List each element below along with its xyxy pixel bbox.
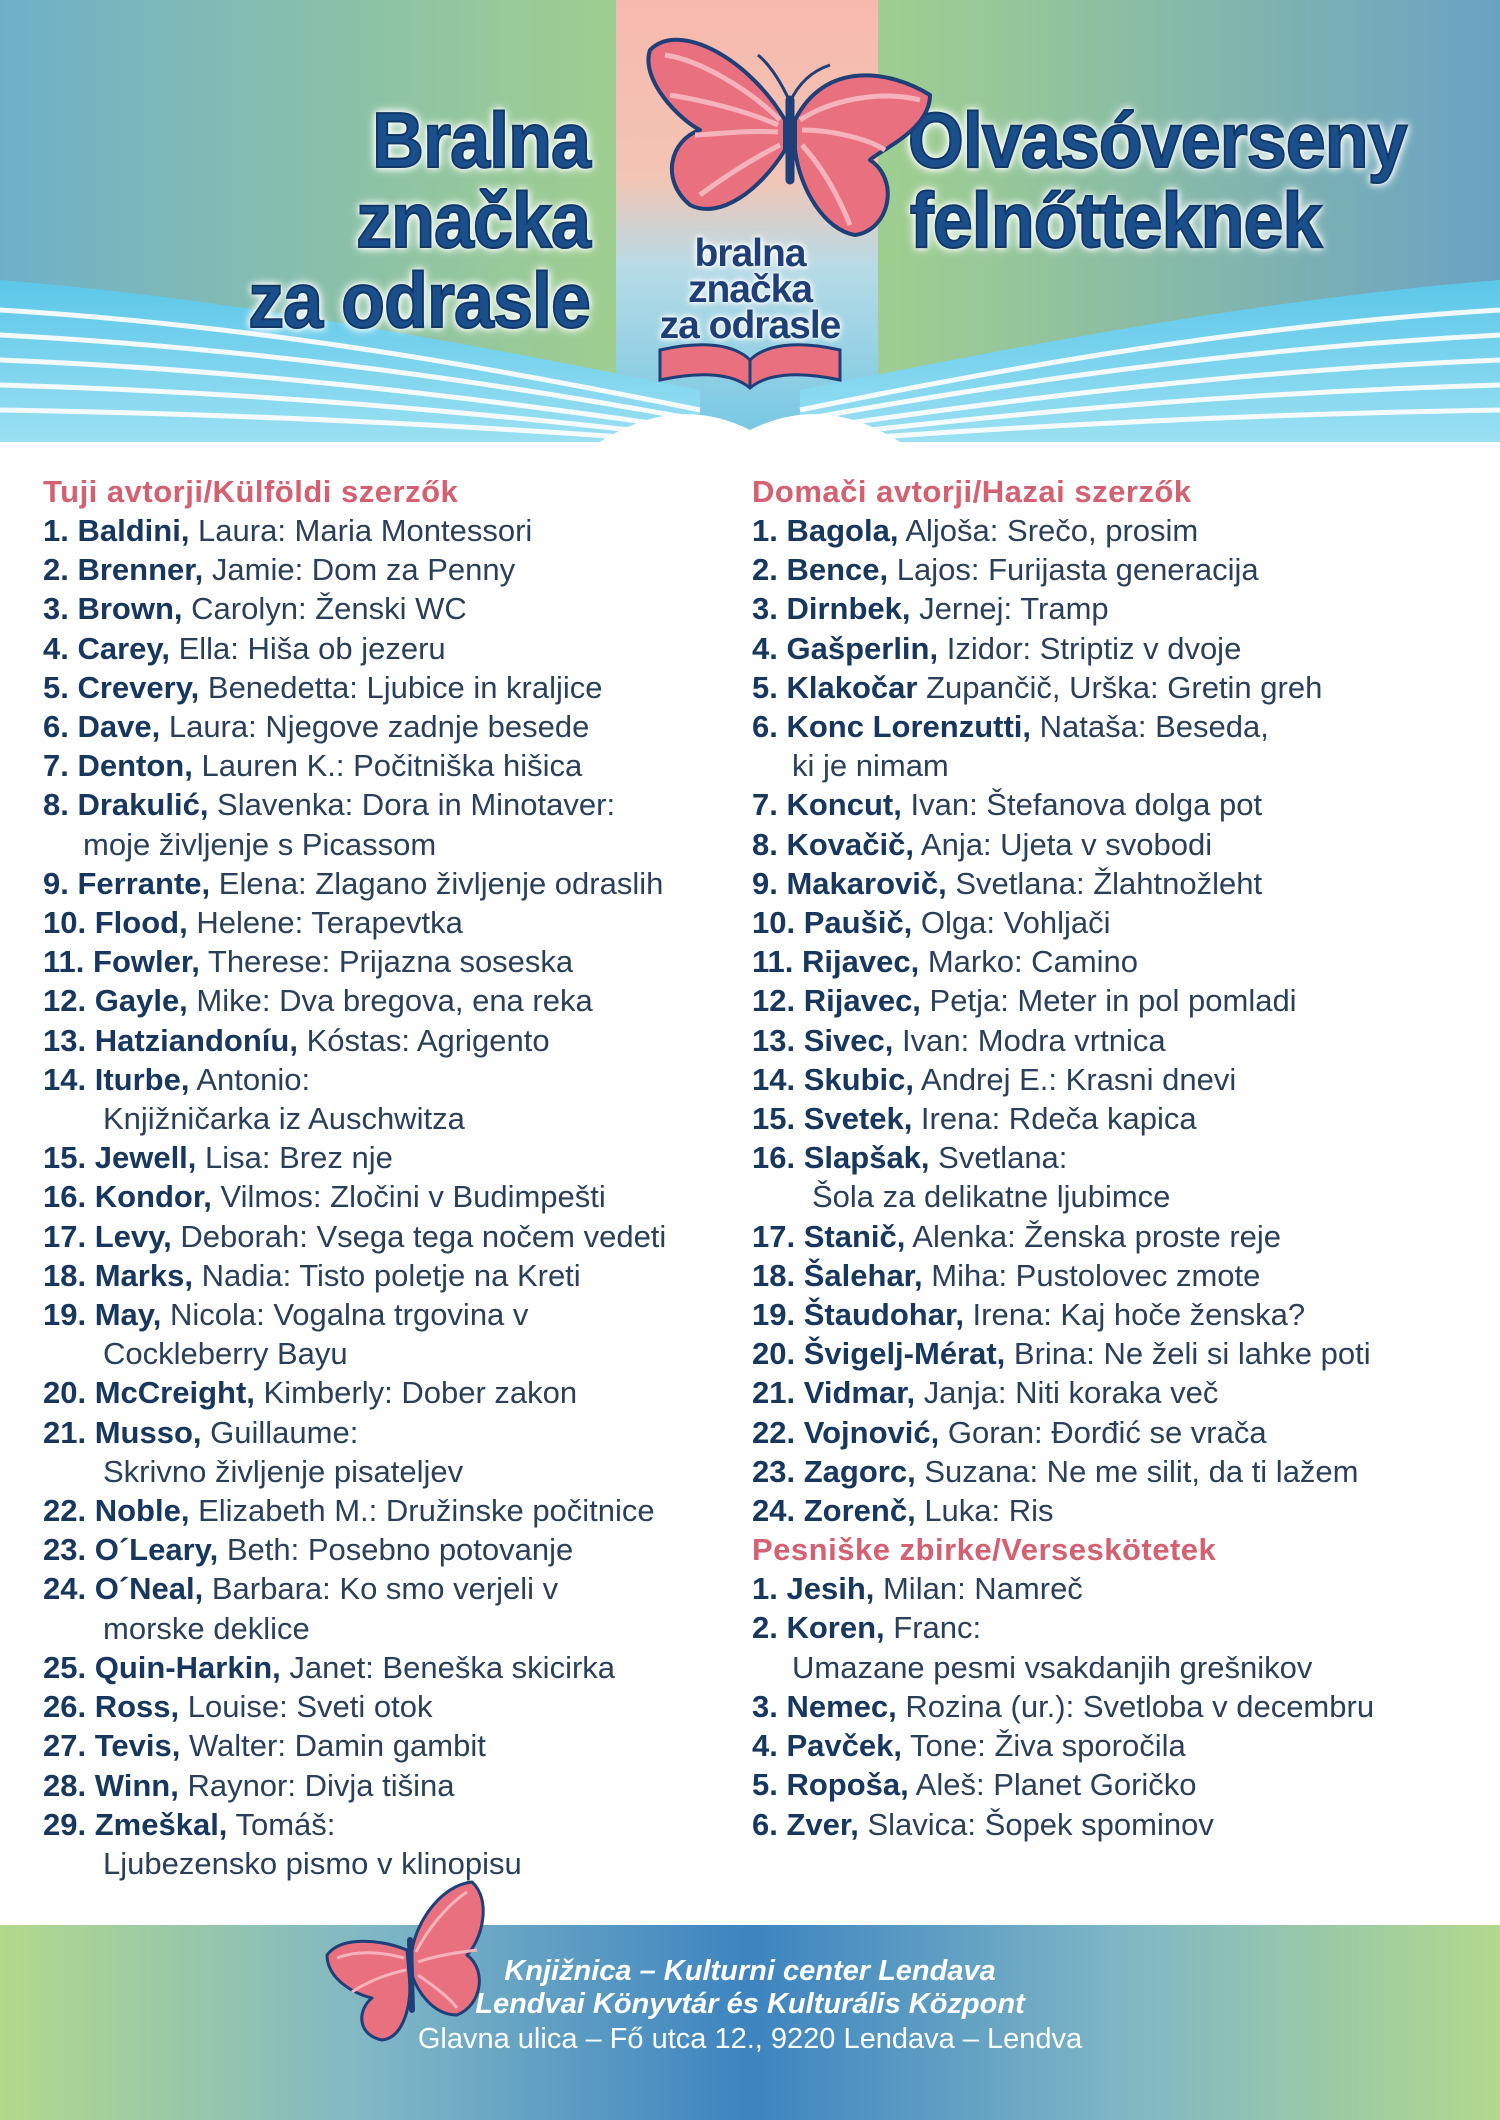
- author-surname: Koren,: [786, 1610, 885, 1646]
- list-item: [752, 1334, 1492, 1373]
- author-surname: O´Leary,: [94, 1532, 219, 1568]
- item-number: 22.: [43, 1493, 87, 1529]
- item-number: 27.: [43, 1728, 87, 1764]
- list-item: [752, 1138, 1492, 1216]
- list-item: [43, 1805, 743, 1883]
- title-slovenian-line2: za odrasle: [248, 256, 590, 344]
- list-item: [752, 1413, 1492, 1452]
- title-slovenian: [148, 96, 590, 344]
- author-and-title: Tomáš:: [227, 1806, 336, 1842]
- author-and-title: Alenka: Ženska proste reje: [905, 1218, 1282, 1254]
- item-number: 24.: [43, 1571, 87, 1607]
- item-number: 1.: [43, 513, 69, 548]
- author-surname: Brenner,: [77, 552, 204, 588]
- list-item: [752, 1452, 1492, 1491]
- author-surname: Zagorc,: [803, 1453, 916, 1489]
- title-hungarian: [908, 96, 1407, 264]
- author-and-title: Ivan: Modra vrtnica: [893, 1022, 1166, 1058]
- list-item: [43, 942, 743, 981]
- author-surname: Zorenč,: [803, 1493, 916, 1529]
- title-continuation: Ljubezensko pismo v klinopisu: [103, 1845, 522, 1881]
- title-hungarian-line2: felnőtteknek: [909, 176, 1322, 264]
- author-and-title: Deborah: Vsega tega nočem vedeti: [171, 1218, 667, 1254]
- author-surname: Rijavec,: [803, 983, 921, 1019]
- list-item: [752, 981, 1492, 1020]
- author-surname: Levy,: [94, 1218, 172, 1254]
- author-and-title: Irena: Kaj hoče ženska?: [963, 1297, 1306, 1333]
- item-number: 5.: [43, 669, 69, 705]
- item-number: 6.: [752, 709, 778, 745]
- author-and-title: Slavica: Šopek spominov: [858, 1806, 1214, 1842]
- item-number: 17.: [752, 1218, 796, 1254]
- item-number: 16.: [752, 1140, 796, 1176]
- author-and-title: Nataša: Beseda,: [1031, 709, 1269, 745]
- item-number: 29.: [43, 1806, 87, 1842]
- author-and-title: Janet: Beneška skicirka: [280, 1649, 616, 1685]
- list-item: [43, 785, 743, 863]
- item-number: 7.: [43, 748, 69, 784]
- author-surname: Quin-Harkin,: [94, 1649, 281, 1685]
- item-number: 21.: [752, 1375, 796, 1411]
- item-number: 23.: [43, 1532, 87, 1568]
- title-continuation: ki je nimam: [792, 748, 949, 784]
- author-and-title: Olga: Vohljači: [912, 905, 1111, 941]
- author-and-title: Goran: Đorđić se vrača: [939, 1414, 1267, 1450]
- list-item: [43, 1687, 743, 1726]
- author-and-title: Vilmos: Zločini v Budimpešti: [211, 1179, 606, 1215]
- author-surname: Skubic,: [803, 1061, 914, 1097]
- poetry-list: [752, 1569, 1492, 1843]
- list-item: [752, 511, 1492, 550]
- author-surname: Rijavec,: [802, 944, 920, 980]
- item-number: 18.: [752, 1257, 796, 1293]
- list-item: [752, 589, 1492, 628]
- list-item: [43, 903, 743, 942]
- item-number: 4.: [43, 630, 69, 666]
- author-surname: McCreight,: [94, 1375, 255, 1411]
- item-number: 14.: [752, 1061, 796, 1097]
- item-number: 20.: [752, 1336, 796, 1372]
- list-item: [43, 1256, 743, 1295]
- author-surname: Vojnović,: [803, 1414, 940, 1450]
- item-number: 8.: [752, 826, 778, 862]
- item-number: 3.: [752, 591, 778, 627]
- author-and-title: Svetlana: Žlahtnožleht: [946, 865, 1263, 901]
- author-and-title: Carolyn: Ženski WC: [182, 591, 467, 627]
- list-item: [752, 864, 1492, 903]
- list-item: [43, 1295, 743, 1373]
- title-hungarian-line1: Olvasóverseny: [908, 96, 1407, 184]
- footer-address: [300, 1955, 1200, 2057]
- item-number: 5.: [752, 669, 778, 705]
- list-item: [752, 1295, 1492, 1334]
- list-item: [752, 1373, 1492, 1412]
- author-surname: Marks,: [94, 1257, 193, 1293]
- author-and-title: Brina: Ne želi si lahke poti: [1005, 1336, 1371, 1372]
- author-and-title: Mike: Dva bregova, ena reka: [187, 983, 593, 1019]
- list-item: [752, 1217, 1492, 1256]
- list-item: [43, 1060, 743, 1138]
- author-surname: Svetek,: [803, 1101, 913, 1137]
- footer-library-name-hu: Lendvai Könyvtár és Kulturális Központ: [475, 1988, 1025, 2020]
- list-item: [752, 903, 1492, 942]
- author-surname: Švigelj-Mérat,: [803, 1336, 1006, 1372]
- author-and-title: Marko: Camino: [919, 944, 1139, 980]
- item-number: 20.: [43, 1375, 87, 1411]
- item-number: 8.: [43, 787, 69, 823]
- item-number: 13.: [43, 1022, 87, 1058]
- author-surname: Ropoša,: [786, 1767, 909, 1803]
- logo-line1: bralna: [694, 232, 806, 275]
- item-number: 26.: [43, 1689, 87, 1725]
- list-item: [752, 1608, 1492, 1686]
- item-number: 15.: [752, 1101, 796, 1137]
- foreign-authors-list: [43, 511, 743, 1883]
- author-surname: Kondor,: [94, 1179, 212, 1215]
- author-and-title: Irena: Rdeča kapica: [912, 1101, 1197, 1137]
- author-and-title: Aljoša: Srečo, prosim: [898, 513, 1199, 548]
- title-continuation: Skrivno življenje pisateljev: [103, 1453, 464, 1489]
- author-surname: Gašperlin,: [786, 630, 939, 666]
- author-and-title: Antonio:: [189, 1061, 311, 1097]
- author-and-title: Rozina (ur.): Svetloba v decembru: [896, 1688, 1375, 1724]
- item-number: 12.: [752, 983, 796, 1019]
- list-item: [752, 1805, 1492, 1844]
- item-number: 1.: [752, 1571, 778, 1607]
- list-item: [752, 1687, 1492, 1726]
- author-surname: Dirnbek,: [786, 591, 911, 627]
- author-and-title: Izidor: Striptiz v dvoje: [938, 630, 1242, 666]
- author-surname: Fowler,: [93, 944, 200, 980]
- item-number: 1.: [752, 513, 778, 548]
- domestic-authors-list: [752, 511, 1492, 1530]
- author-and-title: Nadia: Tisto poletje na Kreti: [192, 1257, 581, 1293]
- list-item: [43, 1021, 743, 1060]
- author-and-title: Aleš: Planet Goričko: [908, 1767, 1197, 1803]
- list-item: [752, 668, 1492, 707]
- list-item: [43, 707, 743, 746]
- author-and-title: Laura: Maria Montessori: [189, 513, 533, 548]
- author-and-title: Petja: Meter in pol pomladi: [920, 983, 1297, 1019]
- author-surname: Paušič,: [803, 905, 913, 941]
- author-surname: Carey,: [77, 630, 170, 666]
- title-continuation: Cockleberry Bayu: [103, 1336, 348, 1372]
- list-item: [752, 1099, 1492, 1138]
- author-surname: Sivec,: [803, 1022, 894, 1058]
- author-and-title: Benedetta: Ljubice in kraljice: [199, 669, 603, 705]
- logo-line2: značka: [687, 268, 813, 311]
- author-surname: Jewell,: [94, 1140, 197, 1176]
- author-and-title: Elena: Zlagano življenje odraslih: [210, 865, 664, 901]
- list-item: [43, 746, 743, 785]
- header-banner: [0, 0, 1500, 442]
- title-continuation: Knjižničarka iz Auschwitza: [103, 1101, 465, 1137]
- item-number: 11.: [43, 944, 85, 980]
- author-surname: May,: [94, 1297, 162, 1333]
- list-item: [752, 1491, 1492, 1530]
- item-number: 5.: [752, 1767, 778, 1803]
- foreign-authors-column: [43, 472, 743, 1883]
- author-and-title: Kóstas: Agrigento: [297, 1022, 550, 1058]
- item-number: 9.: [43, 865, 69, 901]
- author-surname: Vidmar,: [803, 1375, 916, 1411]
- item-number: 7.: [752, 787, 778, 823]
- item-number: 4.: [752, 630, 778, 666]
- author-and-title: Janja: Niti koraka več: [915, 1375, 1219, 1411]
- author-surname: Koncut,: [786, 787, 902, 823]
- author-surname: Tevis,: [94, 1728, 181, 1764]
- author-and-title: Lajos: Furijasta generacija: [888, 552, 1259, 588]
- item-number: 15.: [43, 1140, 87, 1176]
- list-item: [752, 1765, 1492, 1804]
- list-item: [43, 629, 743, 668]
- author-and-title: Louise: Sveti otok: [179, 1689, 433, 1725]
- author-surname: Bence,: [786, 552, 889, 588]
- author-surname: Baldini,: [77, 513, 190, 548]
- footer-library-name-sl: Knjižnica – Kulturni center Lendava: [504, 1955, 996, 1987]
- author-surname: Ferrante,: [77, 865, 211, 901]
- item-number: 16.: [43, 1179, 87, 1215]
- author-and-title: Suzana: Ne me silit, da ti lažem: [915, 1453, 1359, 1489]
- item-number: 21.: [43, 1414, 87, 1450]
- author-surname: Makarovič,: [786, 865, 947, 901]
- author-and-title: Ella: Hiša ob jezeru: [169, 630, 446, 666]
- item-number: 2.: [752, 552, 778, 588]
- item-number: 19.: [752, 1297, 796, 1333]
- item-number: 6.: [43, 709, 69, 745]
- author-and-title: Helene: Terapevtka: [187, 905, 463, 941]
- author-and-title: Tone: Živa sporočila: [901, 1728, 1186, 1764]
- list-item: [43, 1491, 743, 1530]
- item-number: 22.: [752, 1414, 796, 1450]
- author-and-title: Raynor: Divja tišina: [178, 1767, 455, 1803]
- author-surname: Zver,: [786, 1806, 859, 1842]
- item-number: 9.: [752, 865, 778, 901]
- author-and-title: Svetlana:: [929, 1140, 1068, 1176]
- author-surname: Štaudohar,: [803, 1297, 964, 1333]
- author-surname: Noble,: [94, 1493, 190, 1529]
- list-item: [43, 589, 743, 628]
- author-surname: Ross,: [94, 1689, 180, 1725]
- author-and-title: Andrej E.: Krasni dnevi: [914, 1061, 1237, 1097]
- author-surname: Gayle,: [94, 983, 188, 1019]
- author-and-title: Lisa: Brez nje: [196, 1140, 393, 1176]
- author-and-title: Miha: Pustolovec zmote: [922, 1257, 1261, 1293]
- list-item: [752, 825, 1492, 864]
- author-and-title: Zupančič, Urška: Gretin greh: [917, 669, 1323, 705]
- list-item: [43, 1177, 743, 1216]
- author-surname: Drakulić,: [77, 787, 209, 823]
- list-item: [752, 942, 1492, 981]
- author-surname: Iturbe,: [94, 1061, 190, 1097]
- title-slovenian-line1: Bralna značka: [356, 96, 590, 264]
- list-item: [43, 1648, 743, 1687]
- author-and-title: Milan: Namreč: [874, 1571, 1083, 1607]
- item-number: 24.: [752, 1493, 796, 1529]
- author-surname: Pavček,: [786, 1728, 902, 1764]
- list-item: [752, 1726, 1492, 1765]
- list-item: [43, 1766, 743, 1805]
- list-item: [43, 1138, 743, 1177]
- list-item: [43, 1530, 743, 1569]
- poetry-heading: Pesniške zbirke/Verseskötetek: [752, 1532, 1217, 1568]
- author-surname: Hatziandoníu,: [94, 1022, 298, 1058]
- author-and-title: Barbara: Ko smo verjeli v: [203, 1571, 559, 1607]
- list-item: [752, 1060, 1492, 1099]
- item-number: 17.: [43, 1218, 87, 1254]
- list-item: [752, 707, 1492, 785]
- logo-wordmark: [630, 232, 870, 347]
- foreign-authors-heading: Tuji avtorji/Külföldi szerzők: [43, 474, 459, 509]
- item-number: 10.: [43, 905, 87, 941]
- item-number: 23.: [752, 1453, 796, 1489]
- item-number: 2.: [43, 552, 69, 588]
- list-item: [752, 550, 1492, 589]
- list-item: [752, 1021, 1492, 1060]
- author-surname: O´Neal,: [94, 1571, 204, 1607]
- author-surname: Jesih,: [786, 1571, 875, 1607]
- author-and-title: Nicola: Vogalna trgovina v: [161, 1297, 529, 1333]
- item-number: 18.: [43, 1257, 87, 1293]
- author-and-title: Beth: Posebno potovanje: [218, 1532, 574, 1568]
- title-continuation: Umazane pesmi vsakdanjih grešnikov: [792, 1649, 1313, 1685]
- item-number: 25.: [43, 1649, 87, 1685]
- item-number: 10.: [752, 905, 796, 941]
- domestic-authors-column: [752, 472, 1492, 1844]
- author-surname: Winn,: [94, 1767, 179, 1803]
- list-item: [43, 981, 743, 1020]
- author-and-title: Slavenka: Dora in Minotaver:: [208, 787, 616, 823]
- author-surname: Zmeškal,: [94, 1806, 228, 1842]
- author-surname: Nemec,: [786, 1688, 897, 1724]
- author-and-title: Laura: Njegove zadnje besede: [160, 709, 590, 745]
- list-item: [43, 1217, 743, 1256]
- author-surname: Šalehar,: [803, 1257, 923, 1293]
- author-surname: Klakočar: [786, 669, 918, 705]
- author-surname: Slapšak,: [803, 1140, 930, 1176]
- item-number: 6.: [752, 1806, 778, 1842]
- list-item: [43, 1726, 743, 1765]
- title-continuation: moje življenje s Picassom: [83, 826, 437, 862]
- author-surname: Crevery,: [77, 669, 200, 705]
- list-item: [43, 1373, 743, 1412]
- author-and-title: Jamie: Dom za Penny: [203, 552, 516, 588]
- item-number: 12.: [43, 983, 87, 1019]
- list-item: [752, 785, 1492, 824]
- item-number: 2.: [752, 1610, 778, 1646]
- item-number: 4.: [752, 1728, 778, 1764]
- title-continuation: Šola za delikatne ljubimce: [812, 1179, 1171, 1215]
- author-and-title: Guillaume:: [201, 1414, 359, 1450]
- author-surname: Dave,: [77, 709, 161, 745]
- domestic-authors-heading: Domači avtorji/Hazai szerzők: [752, 474, 1192, 509]
- item-number: 11.: [752, 944, 794, 980]
- list-item: [43, 864, 743, 903]
- item-number: 19.: [43, 1297, 87, 1333]
- logo-line3: za odrasle: [659, 304, 841, 347]
- author-surname: Konc Lorenzutti,: [786, 709, 1032, 745]
- open-book-icon: [655, 340, 845, 390]
- list-item: [43, 550, 743, 589]
- list-item: [43, 668, 743, 707]
- author-and-title: Anja: Ujeta v svobodi: [914, 826, 1213, 862]
- list-item: [43, 1569, 743, 1647]
- title-continuation: morske deklice: [103, 1610, 310, 1646]
- author-surname: Musso,: [94, 1414, 202, 1450]
- list-item: [43, 1413, 743, 1491]
- author-and-title: Elizabeth M.: Družinske počitnice: [189, 1493, 655, 1529]
- author-surname: Kovačič,: [786, 826, 914, 862]
- item-number: 13.: [752, 1022, 796, 1058]
- list-item: [43, 511, 743, 550]
- author-surname: Brown,: [77, 591, 183, 627]
- list-item: [752, 1256, 1492, 1295]
- author-surname: Flood,: [94, 905, 188, 941]
- author-and-title: Kimberly: Dober zakon: [254, 1375, 578, 1411]
- footer-street-address: Glavna ulica – Fő utca 12., 9220 Lendava – Lendva: [417, 2023, 1083, 2055]
- author-surname: Denton,: [77, 748, 193, 784]
- author-and-title: Franc:: [884, 1610, 982, 1646]
- list-item: [752, 1569, 1492, 1608]
- author-and-title: Therese: Prijazna soseska: [199, 944, 574, 980]
- item-number: 14.: [43, 1061, 87, 1097]
- item-number: 3.: [752, 1688, 778, 1724]
- author-and-title: Lauren K.: Počitniška hišica: [192, 748, 583, 784]
- author-and-title: Jernej: Tramp: [910, 591, 1109, 627]
- author-and-title: Ivan: Štefanova dolga pot: [901, 787, 1263, 823]
- author-and-title: Walter: Damin gambit: [180, 1728, 486, 1764]
- author-surname: Stanič,: [803, 1218, 906, 1254]
- author-and-title: Luka: Ris: [915, 1493, 1054, 1529]
- item-number: 3.: [43, 591, 69, 627]
- item-number: 28.: [43, 1767, 87, 1803]
- author-surname: Bagola,: [786, 513, 899, 548]
- list-item: [752, 629, 1492, 668]
